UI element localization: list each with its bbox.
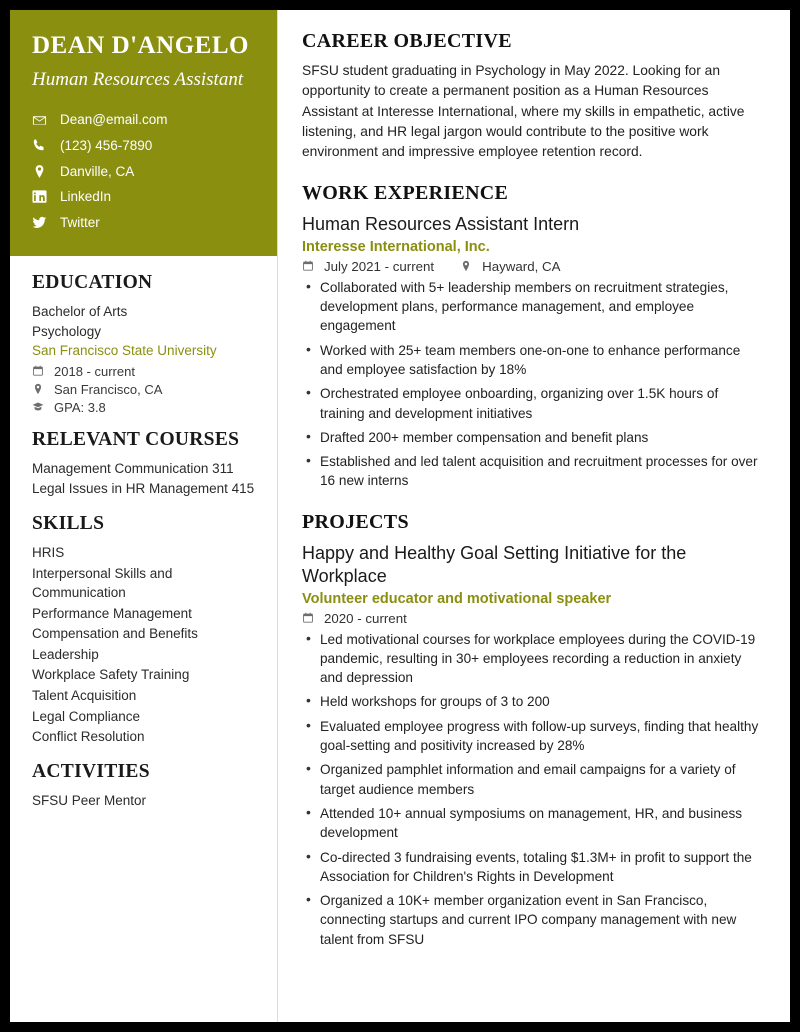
contact-label: Twitter [60,214,100,230]
work-experience-heading: WORK EXPERIENCE [302,182,509,205]
work-role: Human Resources Assistant Intern [302,214,580,235]
work-bullet: • Established and led talent acquisition and recruitment processes for over 16 new interns [302,452,766,491]
work-bullet: • Collaborated with 5+ leadership members on recruitment strategies, development plans, performance management, and employee engagement [302,278,766,336]
work-organization: Interesse International, Inc. [302,238,490,255]
work-bullets [302,278,766,491]
graduation-cap-icon [32,401,48,413]
main-content [278,10,790,1022]
work-dates: July 2021 - current [324,258,435,274]
career-objective-heading: CAREER OBJECTIVE [302,30,512,52]
project-role: Volunteer educator and motivational speaker [302,590,612,607]
twitter-icon [32,215,52,230]
courses-heading: RELEVANT COURSES [32,428,240,450]
project-bullet: • Organized a 10K+ member organization event in San Francisco, connecting startups and current IPO company management with new talent from SFSU [302,891,766,949]
skill-item: Conflict Resolution [32,729,145,745]
envelope-icon [32,113,52,128]
candidate-name: DEAN D'ANGELO [32,32,249,59]
skills-heading: SKILLS [32,513,105,535]
sidebar [10,10,278,1022]
work-bullet: • Worked with 25+ team members one-on-one to enhance performance and employee satisfaction by 18% [302,341,766,380]
skill-item: Legal Compliance [32,708,141,724]
course-item: Management Communication 311 [32,460,234,476]
work-bullet: • Drafted 200+ member compensation and benefit plans [302,428,766,447]
project-meta [302,611,766,626]
project-bullet: • Attended 10+ annual symposiums on management, HR, and business development [302,804,766,843]
skill-item: Performance Management [32,605,192,621]
skill-item: Compensation and Benefits [32,626,198,642]
contact-item-twitter[interactable] [32,213,255,233]
work-location: Hayward, CA [482,258,561,274]
education-heading: EDUCATION [32,272,153,294]
skill-item: Workplace Safety Training [32,667,190,683]
project-bullet: • Organized pamphlet information and email campaigns for a variety of target audience members [302,760,766,799]
project-dates: 2020 - current [324,610,407,626]
map-pin-icon [32,383,48,395]
calendar-icon [302,612,318,624]
skill-item: Interpersonal Skills and Communication [32,565,173,601]
work-dates-chunk [302,259,434,274]
contact-item-phone[interactable] [32,136,255,156]
education-location: San Francisco, CA [54,381,163,397]
education-school: San Francisco State University [32,343,217,359]
contact-list [32,110,255,232]
map-pin-icon [32,164,52,179]
course-item: Legal Issues in HR Management 415 [32,481,255,497]
project-bullets [302,630,766,949]
projects-heading: PROJECTS [302,510,409,533]
resume-page [10,10,790,1022]
skill-item: Talent Acquisition [32,687,137,703]
map-pin-icon [460,260,476,272]
education-dates-row [32,364,255,379]
project-title: Happy and Healthy Goal Setting Initiative for the Workplace [302,542,687,587]
work-location-chunk [460,259,560,274]
activities-heading: ACTIVITIES [32,760,150,782]
project-bullet: • Evaluated employee progress with follow-up surveys, finding that healthy goal-setting and positivity increased by 28% [302,717,766,756]
contact-label: Danville, CA [60,163,135,179]
project-dates-chunk [302,611,407,626]
calendar-icon [302,260,318,272]
education-gpa: GPA: 3.8 [54,399,106,415]
education-field: Psychology [32,323,102,339]
education-location-row [32,382,255,397]
work-meta [302,259,766,274]
contact-item-location [32,162,255,182]
education-dates: 2018 - current [54,363,135,379]
education-gpa-row [32,400,255,415]
project-bullet: • Co-directed 3 fundraising events, totaling $1.3M+ in profit to support the Association for Children's Rights in Development [302,848,766,887]
contact-label: (123) 456-7890 [60,137,153,153]
contact-label: LinkedIn [60,189,112,205]
skill-item: Leadership [32,646,99,662]
calendar-icon [32,365,48,377]
skill-item: HRIS [32,545,65,561]
contact-label: Dean@email.com [60,112,168,128]
linkedin-icon [32,189,52,204]
phone-icon [32,138,52,153]
candidate-job-title: Human Resources Assistant [32,68,244,90]
education-degree: Bachelor of Arts [32,304,128,320]
project-bullet: • Held workshops for groups of 3 to 200 [302,692,766,711]
sidebar-header [10,10,277,256]
career-objective-text: SFSU student graduating in Psychology in May 2022. Looking for an opportunity to create a permanent position as a Human Resources Assistant at Interesse International, where my skills in empathetic, active listening, and HR legal jargon would contribute to the positive work environment and impressive employee retention record. [302,63,745,160]
work-bullet: • Orchestrated employee onboarding, organizing over 1.5K hours of training and development initiatives [302,384,766,423]
contact-item-email[interactable] [32,110,255,130]
sidebar-body [10,256,277,820]
project-bullet: • Led motivational courses for workplace employees during the COVID-19 pandemic, resulting in 30+ employees recording a reduction in anxiety and depression [302,630,766,688]
activity-item: SFSU Peer Mentor [32,792,147,808]
contact-item-linkedin[interactable] [32,187,255,207]
